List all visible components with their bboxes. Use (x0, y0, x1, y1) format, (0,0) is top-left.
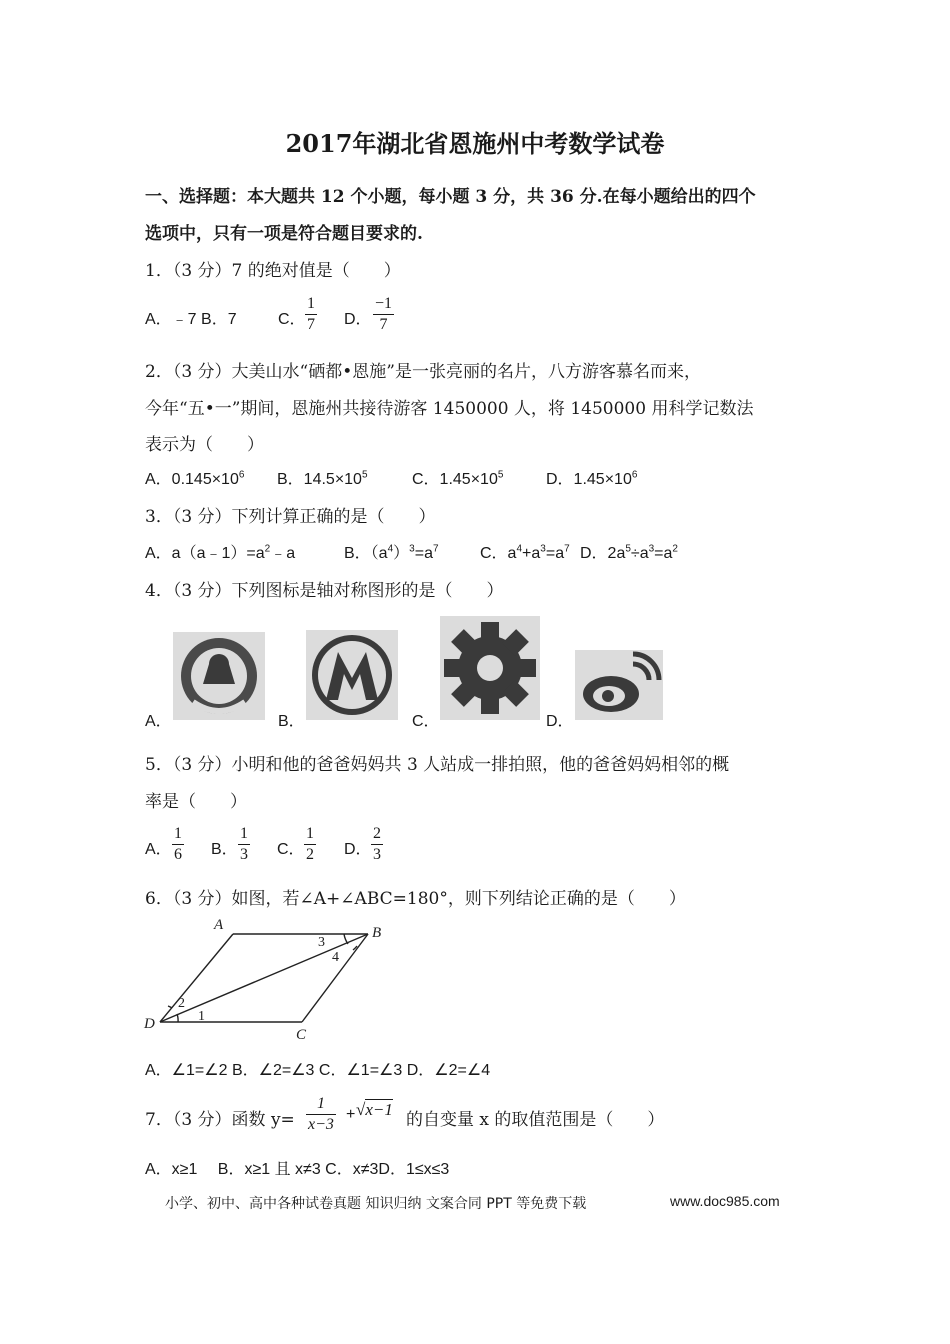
text: ） (393, 545, 410, 562)
exponent: 4 (516, 543, 523, 555)
q2-option-d-text: D．1.45×10 (546, 471, 632, 488)
fraction-numerator: 1 (238, 824, 250, 845)
exponent: 6 (631, 469, 638, 481)
q4-option-d-label: D． (546, 713, 574, 730)
q6-stem: 6．（3 分）如图，若∠A+∠ABC=180°，则下列结论正确的是（ ） (145, 889, 686, 909)
q2-option-a (145, 466, 244, 489)
q2-option-b-text: B．14.5×10 (277, 471, 362, 488)
fraction-numerator: 1 (306, 1094, 336, 1115)
q1-option-c: C． (278, 311, 306, 328)
q5-line1: 5．（3 分）小明和他的爸爸妈妈共 3 人站成一排拍照，他的爸爸妈妈相邻的概 (145, 755, 730, 775)
q4-option-c-label: C． (412, 713, 440, 730)
fraction-numerator: 1 (304, 824, 316, 845)
fraction-denominator: x−3 (308, 1116, 334, 1133)
text: ﹣a (270, 545, 296, 562)
q1-option-c-fraction (305, 294, 317, 335)
exponent: 7 (564, 543, 570, 555)
exponent: 3 (409, 543, 415, 555)
fraction-denominator: 7 (379, 316, 388, 333)
q1-option-d-fraction (373, 294, 394, 335)
q2-option-c (412, 466, 503, 489)
vertex-label-a: A (214, 917, 224, 933)
q2-option-a-text: A．0.145×10 (145, 471, 239, 488)
fraction-numerator: 1 (172, 824, 184, 845)
q4-stem: 4．（3 分）下列图标是轴对称图形的是（ ） (145, 581, 504, 601)
q2-option-b (277, 466, 368, 489)
text: C．a (480, 545, 517, 562)
footer-url[interactable]: www.doc985.com (670, 1193, 780, 1209)
angle-label-1: 1 (198, 1009, 205, 1024)
q4-gear-icon (440, 616, 540, 720)
q7-options: A．x≥1 B．x≥1 且 x≠3 C．x≠3D．1≤x≤3 (145, 1161, 450, 1178)
text: D．2a (580, 545, 626, 562)
q6-parallelogram-diagram (140, 915, 400, 1040)
footer-text: 小学、初中、高中各种试卷真题 知识归纳 文案合同 PPT 等免费下载 (165, 1196, 587, 1212)
q1-option-d: D． (344, 311, 372, 328)
q3-option-a (145, 540, 295, 563)
fraction-denominator: 7 (307, 316, 315, 333)
q5-line2: 率是（ ） (145, 792, 247, 812)
q7-stem-suffix: 的自变量 x 的取值范围是（ ） (406, 1110, 665, 1130)
angle-arc-2 (168, 1006, 172, 1008)
q4-weibo-icon (575, 650, 663, 720)
text: =a (654, 545, 673, 562)
q1-stem: 1．（3 分）7 的绝对值是（ ） (145, 261, 401, 281)
q5-option-d-fraction (371, 824, 383, 865)
exponent: 3 (540, 543, 546, 555)
q2-option-d (546, 466, 637, 489)
exam-title: 2017年湖北省恩施州中考数学试卷 (285, 129, 665, 158)
q5-option-d: D． (344, 841, 372, 858)
q5-option-a: A． (145, 841, 172, 858)
edge-bc (302, 934, 368, 1022)
fraction-denominator: 3 (373, 846, 381, 863)
fraction-denominator: 2 (306, 846, 314, 863)
exponent: 5 (625, 543, 631, 555)
angle-label-3: 3 (318, 935, 325, 950)
exponent: 6 (238, 469, 245, 481)
angle-label-4: 4 (332, 950, 339, 965)
q2-line3: 表示为（ ） (145, 435, 264, 455)
exponent: 5 (497, 469, 504, 481)
q5-option-c-fraction (304, 824, 316, 865)
q3-option-c (480, 540, 570, 563)
text: A．a（a﹣1）=a (145, 545, 265, 562)
q3-option-d (580, 540, 678, 563)
radicand: x−1 (365, 1100, 393, 1119)
exponent: 2 (264, 543, 271, 555)
exponent: 3 (648, 543, 655, 555)
q1-options-ab: A．﹣7 B．7 (145, 311, 237, 328)
exponent: 2 (672, 543, 678, 555)
exponent: 4 (387, 543, 394, 555)
q3-option-b (344, 540, 439, 563)
text: ÷a (630, 545, 649, 562)
vertex-label-d: D (144, 1016, 155, 1032)
q7-radical (356, 1100, 393, 1120)
fraction-numerator: 2 (371, 824, 383, 845)
vertex-label-c: C (296, 1027, 307, 1040)
section-heading-line2: 选项中，只有一项是符合题目要求的. (145, 224, 423, 244)
q4-logo-b-icon (306, 630, 398, 720)
q7-fraction (306, 1094, 336, 1135)
q7-plus: + (346, 1106, 356, 1123)
q4-logo-a-icon (173, 632, 265, 720)
q7-stem-prefix: 7．（3 分）函数 y= (145, 1110, 295, 1130)
q2-line2: 今年“五•一”期间，恩施州共接待游客 1450000 人，将 1450000 用科学记数法 (145, 399, 754, 419)
text: =a (414, 545, 433, 562)
exponent: 7 (432, 543, 439, 555)
edge-da (160, 934, 233, 1022)
text: =a (545, 545, 565, 562)
exponent: 5 (361, 469, 368, 481)
q6-options: A．∠1=∠2 B．∠2=∠3 C．∠1=∠3 D．∠2=∠4 (145, 1062, 491, 1079)
q3-stem: 3．（3 分）下列计算正确的是（ ） (145, 507, 436, 527)
q2-option-c-text: C．1.45×10 (412, 471, 498, 488)
fraction-denominator: 6 (174, 846, 182, 863)
text: +a (522, 545, 541, 562)
angle-arc-1 (177, 1014, 178, 1022)
vertex-label-b: B (372, 925, 382, 941)
radical-sign-icon: √ (356, 1100, 366, 1119)
fraction-numerator: −1 (373, 294, 394, 315)
q5-option-a-fraction (172, 824, 184, 865)
q4-option-a-label: A． (145, 713, 172, 730)
q4-option-b-label: B． (278, 713, 305, 730)
q5-option-c: C． (277, 841, 305, 858)
diagonal-db (160, 934, 368, 1022)
q5-option-b-fraction (238, 824, 250, 865)
q5-option-b: B． (211, 841, 238, 858)
text: B．（a (344, 545, 388, 562)
angle-arc-3 (344, 934, 348, 944)
fraction-numerator: 1 (305, 294, 317, 315)
angle-label-2: 2 (178, 996, 185, 1011)
q2-line1: 2．（3 分）大美山水“硒都•恩施”是一张亮丽的名片，八方游客慕名而来， (145, 362, 701, 382)
section-heading-line1: 一、选择题：本大题共 12 个小题，每小题 3 分，共 36 分.在每小题给出的四个 (145, 187, 756, 207)
fraction-denominator: 3 (240, 846, 248, 863)
